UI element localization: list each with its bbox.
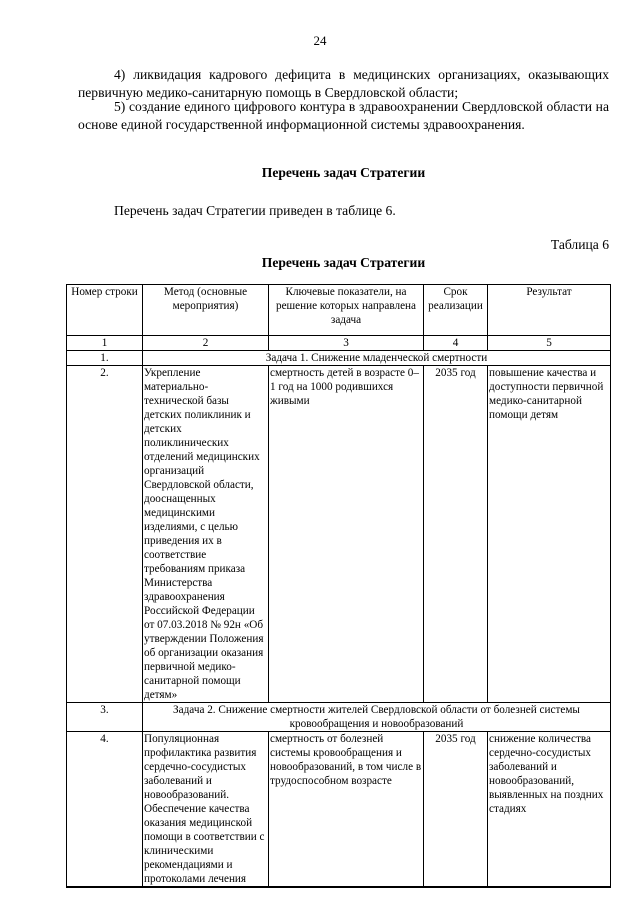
column-number: 4 [424,336,488,351]
task-title: Задача 2. Снижение смертности жителей Свердловской области от болезней системы кровообращения и новообразований [143,703,611,732]
column-number: 5 [488,336,611,351]
header-result: Результат [488,285,611,336]
row-number: 4. [67,732,143,888]
method-cell: Укрепление материально-технической базы детских поликлиник и детских поликлинических отделений медицинских организаций Свердловской области, дооснащенных медицинскими изделиями, с целью приведения их в соответствие требованиям приказа Министерства здравоохранения Российской Федерации от 07.03.2018 № 92н «Об утверждении Положения об организации оказания первичной медико-санитарной помощи детям» [143,366,269,703]
indicators-cell: смертность детей в возрасте 0–1 год на 1000 родившихся живыми [269,366,424,703]
result-cell: снижение количества сердечно-сосудистых заболеваний и новообразований, выявленных на поздних стадиях [488,732,611,888]
header-term: Срок реализации [424,285,488,336]
header-row-number: Номер строки [67,285,143,336]
intro-text: Перечень задач Стратегии приведен в таблице 6. [114,203,396,218]
column-number: 3 [269,336,424,351]
page-number: 24 [313,33,327,48]
header-method: Метод (основные мероприятия) [143,285,269,336]
task-row [67,703,611,732]
paragraph-5-text: 5) создание единого цифрового контура в здравоохранении Свердловской области на основе единой государственной информационной системы здравоохранения. [78,99,609,132]
column-number: 2 [143,336,269,351]
row-number: 2. [67,366,143,703]
method-cell: Популяционная профилактика развития сердечно-сосудистых заболеваний и новообразований. Обеспечение качества оказания медицинской помощи в соответствии с клиническими рекомендациями и протоколами лечения [143,732,269,888]
table-row [67,366,611,703]
paragraph-4 [78,66,609,102]
row-number: 1. [67,351,143,366]
paragraph-4-text: 4) ликвидация кадрового дефицита в медицинских организациях, оказывающих первичную медико-санитарную помощь в Свердловской области; [78,67,609,100]
indicators-cell: смертность от болезней системы кровообращения и новообразований, в том числе в трудоспособном возрасте [269,732,424,888]
term-cell: 2035 год [424,366,488,703]
tasks-table [66,284,611,888]
task-title: Задача 1. Снижение младенческой смертности [143,351,611,366]
paragraph-5 [78,98,609,134]
table-title: Перечень задач Стратегии [261,255,426,270]
section-heading: Перечень задач Стратегии [261,165,426,180]
term-cell: 2035 год [424,732,488,888]
header-indicators: Ключевые показатели, на решение которых направлена задача [269,285,424,336]
column-number: 1 [67,336,143,351]
task-row [67,351,611,366]
row-number: 3. [67,703,143,732]
result-cell: повышение качества и доступности первичной медико-санитарной помощи детям [488,366,611,703]
table-header-row [67,285,611,336]
table-row [67,732,611,888]
column-numbers-row [67,336,611,351]
table-label: Таблица 6 [550,237,609,252]
